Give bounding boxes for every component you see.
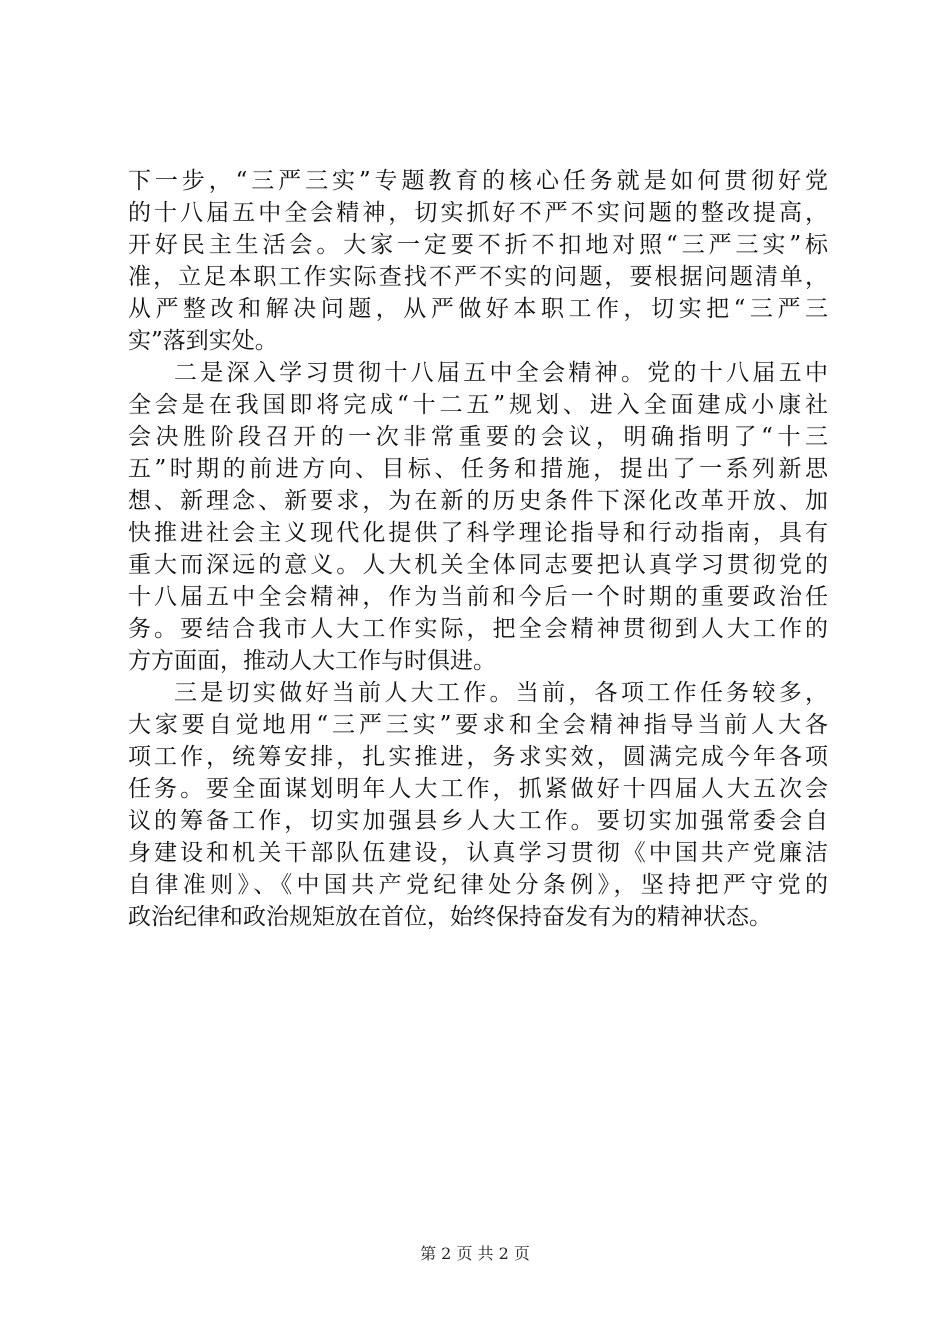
- text-line: 项工作，统筹安排，扎实推进，务求实效，圆满完成今年各项: [128, 744, 828, 770]
- text-line: 重大而深远的意义。人大机关全体同志要把认真学习贯彻党的: [128, 552, 828, 578]
- text-line: 任务。要全面谋划明年人大工作，抓紧做好十四届人大五次会: [128, 776, 828, 802]
- text-line: 开好民主生活会。大家一定要不折不扣地对照“三严三实”标: [128, 232, 828, 258]
- text-line: 二是深入学习贯彻十八届五中全会精神。党的十八届五中: [174, 360, 828, 386]
- text-line: 政治纪律和政治规矩放在首位，始终保持奋发有为的精神状态。: [128, 904, 772, 930]
- text-line: 的十八届五中全会精神，切实抓好不严不实问题的整改提高，: [128, 200, 828, 226]
- text-line: 实”落到实处。: [128, 328, 278, 354]
- text-line: 三是切实做好当前人大工作。当前，各项工作任务较多，: [174, 680, 828, 706]
- text-line: 十八届五中全会精神，作为当前和今后一个时期的重要政治任: [128, 584, 828, 610]
- text-line: 会决胜阶段召开的一次非常重要的会议，明确指明了“十三: [128, 424, 828, 450]
- text-line: 议的筹备工作，切实加强县乡人大工作。要切实加强常委会自: [128, 808, 828, 834]
- document-body: [128, 165, 828, 933]
- text-line: 自律准则》、《中国共产党纪律处分条例》，坚持把严守党的: [128, 872, 828, 898]
- text-line: 五”时期的前进方向、目标、任务和措施，提出了一系列新思: [128, 456, 828, 482]
- paragraph-3: [128, 677, 828, 933]
- page-number-label: 第 2 页 共 2 页: [420, 1244, 530, 1263]
- paragraph-1: [128, 165, 828, 357]
- text-line: 从严整改和解决问题，从严做好本职工作，切实把“三严三: [128, 296, 828, 322]
- text-line: 方方面面，推动人大工作与时俱进。: [128, 648, 496, 674]
- text-line: 想、新理念、新要求，为在新的历史条件下深化改革开放、加: [128, 488, 828, 514]
- text-line: 大家要自觉地用“三严三实”要求和全会精神指导当前人大各: [128, 712, 828, 738]
- text-line: 身建设和机关干部队伍建设，认真学习贯彻《中国共产党廉洁: [128, 840, 828, 866]
- text-line: 快推进社会主义现代化提供了科学理论指导和行动指南，具有: [128, 520, 828, 546]
- text-line: 准，立足本职工作实际查找不严不实的问题，要根据问题清单，: [128, 264, 828, 290]
- text-line: 务。要结合我市人大工作实际，把全会精神贯彻到人大工作的: [128, 616, 828, 642]
- text-line: 全会是在我国即将完成“十二五”规划、进入全面建成小康社: [128, 392, 828, 418]
- paragraph-2: [128, 357, 828, 677]
- text-line: 下一步，“三严三实”专题教育的核心任务就是如何贯彻好党: [128, 168, 828, 194]
- page-footer: [0, 1243, 950, 1265]
